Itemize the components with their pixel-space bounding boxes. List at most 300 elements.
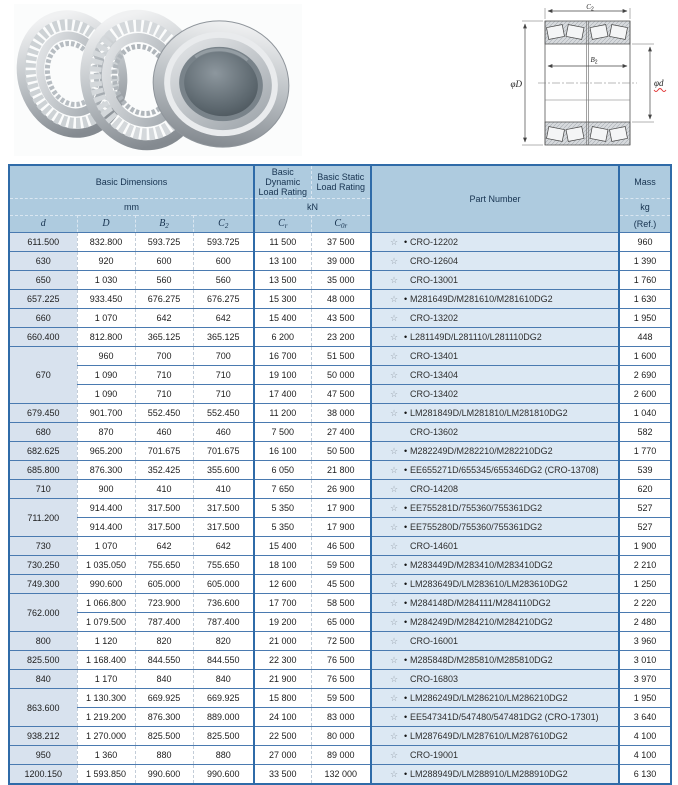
part-number-link[interactable]: CRO-19001	[410, 750, 459, 760]
favorite-star-icon[interactable]: ☆	[390, 712, 399, 722]
col-symbol-D: D	[77, 216, 135, 233]
dynamic-rating-cell: 33 500	[254, 765, 311, 785]
bullet-icon: •	[403, 465, 408, 475]
table-row	[9, 271, 671, 290]
part-number-cell[interactable]	[371, 689, 619, 708]
bullet-icon: •	[403, 237, 408, 247]
bore-diameter-cell: 730.250	[9, 556, 77, 575]
table-row	[9, 404, 671, 423]
dynamic-rating-cell: 15 300	[254, 290, 311, 309]
unit-kn-label: kN	[254, 199, 371, 216]
bullet-icon: •	[403, 560, 408, 570]
mass-cell: 2 220	[619, 594, 671, 613]
favorite-star-icon[interactable]: ☆	[390, 750, 399, 760]
spellcheck-squiggle	[654, 89, 666, 92]
width-b-cell: 876.300	[135, 708, 193, 727]
part-number-cell[interactable]	[371, 461, 619, 480]
part-number-link[interactable]: CRO-14601	[410, 541, 459, 551]
table-row	[9, 442, 671, 461]
mass-cell: 4 100	[619, 746, 671, 765]
favorite-star-icon[interactable]: ☆	[390, 674, 399, 684]
width-c-cell: 460	[193, 423, 254, 442]
mass-cell: 1 770	[619, 442, 671, 461]
part-number-link[interactable]: EE755280D/755360/755361DG2	[410, 522, 543, 532]
width-c-cell: 820	[193, 632, 254, 651]
width-c-cell: 317.500	[193, 518, 254, 537]
favorite-star-icon[interactable]: ☆	[390, 389, 399, 399]
part-number-cell[interactable]	[371, 727, 619, 746]
mass-cell: 2 480	[619, 613, 671, 632]
table-row	[9, 480, 671, 499]
width-b-cell: 755.650	[135, 556, 193, 575]
width-b-cell: 840	[135, 670, 193, 689]
part-number-link[interactable]: M284249D/M284210/M284210DG2	[410, 617, 553, 627]
mass-cell: 3 970	[619, 670, 671, 689]
width-b-cell: 317.500	[135, 499, 193, 518]
mass-cell: 527	[619, 518, 671, 537]
static-rating-cell: 23 200	[311, 328, 371, 347]
favorite-star-icon[interactable]: ☆	[390, 465, 399, 475]
dynamic-rating-cell: 5 350	[254, 499, 311, 518]
part-number-cell[interactable]	[371, 765, 619, 785]
width-b-cell: 605.000	[135, 575, 193, 594]
favorite-star-icon[interactable]: ☆	[390, 579, 399, 589]
part-number-cell[interactable]	[371, 708, 619, 727]
table-row	[9, 366, 671, 385]
part-number-cell[interactable]	[371, 309, 619, 328]
part-number-link[interactable]: M284148D/M284111/M284110DG2	[410, 598, 551, 608]
width-c-cell: 642	[193, 537, 254, 556]
basic-dimensions-header: Basic Dimensions	[9, 165, 254, 199]
part-number-link[interactable]: CRO-13602	[410, 427, 459, 437]
favorite-star-icon[interactable]: ☆	[390, 617, 399, 627]
part-number-link[interactable]: LM283649D/LM283610/LM283610DG2	[410, 579, 568, 589]
part-number-link[interactable]: CRO-13402	[410, 389, 459, 399]
favorite-star-icon[interactable]: ☆	[390, 503, 399, 513]
bore-diameter-cell: 679.450	[9, 404, 77, 423]
bullet-icon: •	[403, 503, 408, 513]
outer-diameter-cell: 1 170	[77, 670, 135, 689]
part-number-cell[interactable]	[371, 613, 619, 632]
dynamic-rating-cell: 19 200	[254, 613, 311, 632]
static-rating-cell: 59 500	[311, 689, 371, 708]
mass-cell: 3 640	[619, 708, 671, 727]
static-rating-cell: 47 500	[311, 385, 371, 404]
dynamic-rating-cell: 7 500	[254, 423, 311, 442]
static-rating-cell: 46 500	[311, 537, 371, 556]
static-rating-cell: 21 800	[311, 461, 371, 480]
table-header	[9, 165, 671, 233]
favorite-star-icon[interactable]: ☆	[390, 655, 399, 665]
table-row	[9, 670, 671, 689]
width-c-cell: 844.550	[193, 651, 254, 670]
width-b-cell: 820	[135, 632, 193, 651]
part-number-cell[interactable]	[371, 670, 619, 689]
width-c-cell: 365.125	[193, 328, 254, 347]
mass-cell: 960	[619, 233, 671, 252]
width-c-cell: 710	[193, 385, 254, 404]
static-rating-cell: 132 000	[311, 765, 371, 785]
part-number-cell[interactable]	[371, 366, 619, 385]
part-number-link[interactable]: CRO-13001	[410, 275, 459, 285]
width-c-cell: 600	[193, 252, 254, 271]
part-number-cell[interactable]	[371, 423, 619, 442]
bearing-photo-illustration	[14, 4, 302, 156]
table-row	[9, 252, 671, 271]
outer-diameter-cell: 1 079.500	[77, 613, 135, 632]
dynamic-rating-cell: 19 100	[254, 366, 311, 385]
part-number-cell[interactable]	[371, 404, 619, 423]
width-c-cell: 355.600	[193, 461, 254, 480]
bore-diameter-cell: 630	[9, 252, 77, 271]
width-c-cell: 889.000	[193, 708, 254, 727]
part-number-link[interactable]: EE547341D/547480/547481DG2 (CRO-17301)	[410, 712, 599, 722]
dynamic-rating-cell: 21 900	[254, 670, 311, 689]
table-row	[9, 423, 671, 442]
part-number-cell[interactable]	[371, 746, 619, 765]
bore-diameter-cell: 670	[9, 347, 77, 404]
part-number-link[interactable]: CRO-14208	[410, 484, 459, 494]
part-number-link[interactable]: CRO-16803	[410, 674, 459, 684]
part-number-cell[interactable]	[371, 518, 619, 537]
outer-diameter-cell: 1 219.200	[77, 708, 135, 727]
outer-diameter-cell: 1 168.400	[77, 651, 135, 670]
part-number-cell[interactable]	[371, 594, 619, 613]
dynamic-rating-cell: 17 700	[254, 594, 311, 613]
outer-diameter-cell: 1 070	[77, 309, 135, 328]
favorite-star-icon[interactable]: ☆	[390, 294, 399, 304]
part-number-cell[interactable]	[371, 385, 619, 404]
part-number-cell[interactable]	[371, 442, 619, 461]
static-rating-cell: 76 500	[311, 651, 371, 670]
part-number-cell[interactable]	[371, 556, 619, 575]
static-rating-cell: 17 900	[311, 518, 371, 537]
part-number-link[interactable]: M283449D/M283410/M283410DG2	[410, 560, 553, 570]
part-number-link[interactable]: EE755281D/755360/755361DG2	[410, 503, 543, 513]
part-number-link[interactable]: M281649D/M281610/M281610DG2	[410, 294, 553, 304]
outer-diameter-cell: 1 270.000	[77, 727, 135, 746]
outer-diameter-cell: 1 120	[77, 632, 135, 651]
bore-diameter-cell: 650	[9, 271, 77, 290]
static-rating-cell: 27 400	[311, 423, 371, 442]
part-number-link[interactable]: M282249D/M282210/M282210DG2	[410, 446, 553, 456]
width-b-cell: 410	[135, 480, 193, 499]
static-rating-cell: 48 000	[311, 290, 371, 309]
outer-diameter-cell: 1 035.050	[77, 556, 135, 575]
outer-diameter-cell: 901.700	[77, 404, 135, 423]
favorite-star-icon[interactable]: ☆	[390, 351, 399, 361]
part-number-link[interactable]: LM281849D/LM281810/LM281810DG2	[410, 408, 568, 418]
favorite-star-icon[interactable]: ☆	[390, 237, 399, 247]
table-row	[9, 518, 671, 537]
favorite-star-icon[interactable]: ☆	[390, 769, 399, 779]
width-b-cell: 825.500	[135, 727, 193, 746]
part-number-cell[interactable]	[371, 233, 619, 252]
favorite-star-icon[interactable]: ☆	[390, 731, 399, 741]
dynamic-rating-cell: 24 100	[254, 708, 311, 727]
outer-diameter-cell: 990.600	[77, 575, 135, 594]
favorite-star-icon[interactable]: ☆	[390, 598, 399, 608]
bore-diameter-cell: 825.500	[9, 651, 77, 670]
bore-diameter-cell: 710	[9, 480, 77, 499]
static-rating-cell: 83 000	[311, 708, 371, 727]
width-c-cell: 560	[193, 271, 254, 290]
mass-ref-label: (Ref.)	[619, 216, 671, 233]
table-row	[9, 537, 671, 556]
width-b-cell: 460	[135, 423, 193, 442]
width-b-cell: 642	[135, 537, 193, 556]
part-number-cell[interactable]	[371, 480, 619, 499]
bore-diameter-cell: 611.500	[9, 233, 77, 252]
bullet-icon: •	[403, 446, 408, 456]
width-c-cell: 701.675	[193, 442, 254, 461]
table-row	[9, 347, 671, 366]
outer-diameter-cell: 1 066.800	[77, 594, 135, 613]
dynamic-rating-cell: 22 300	[254, 651, 311, 670]
width-b-cell: 593.725	[135, 233, 193, 252]
bullet-icon: •	[403, 731, 408, 741]
table-row	[9, 385, 671, 404]
mass-cell: 3 010	[619, 651, 671, 670]
outer-diameter-cell: 1 593.850	[77, 765, 135, 785]
favorite-star-icon[interactable]: ☆	[390, 256, 399, 266]
outer-diameter-cell: 1 070	[77, 537, 135, 556]
width-c-cell: 317.500	[193, 499, 254, 518]
static-load-rating-header: Basic Static Load Rating	[311, 165, 371, 199]
width-c-cell: 605.000	[193, 575, 254, 594]
mass-cell: 539	[619, 461, 671, 480]
table-row	[9, 309, 671, 328]
width-b-cell: 365.125	[135, 328, 193, 347]
width-b-cell: 552.450	[135, 404, 193, 423]
mass-cell: 4 100	[619, 727, 671, 746]
bore-diameter-cell: 1200.150	[9, 765, 77, 785]
bullet-icon: •	[403, 655, 408, 665]
part-number-cell[interactable]	[371, 575, 619, 594]
bore-diameter-cell: 762.000	[9, 594, 77, 632]
mass-cell: 1 250	[619, 575, 671, 594]
page-top-section	[0, 0, 678, 164]
part-number-link[interactable]: CRO-13202	[410, 313, 459, 323]
bullet-icon: •	[403, 332, 408, 342]
part-number-cell[interactable]	[371, 290, 619, 309]
part-number-link[interactable]: CRO-12604	[410, 256, 459, 266]
favorite-star-icon[interactable]: ☆	[390, 484, 399, 494]
table-row	[9, 499, 671, 518]
width-b-cell: 352.425	[135, 461, 193, 480]
width-c-cell: 840	[193, 670, 254, 689]
bore-diameter-cell: 682.625	[9, 442, 77, 461]
outer-diameter-label: φD	[510, 79, 522, 89]
dynamic-rating-cell: 6 200	[254, 328, 311, 347]
bore-diameter-cell: 730	[9, 537, 77, 556]
outer-diameter-cell: 1 030	[77, 271, 135, 290]
part-number-cell[interactable]	[371, 252, 619, 271]
outer-diameter-cell: 870	[77, 423, 135, 442]
bore-diameter-cell: 938.212	[9, 727, 77, 746]
width-b-cell: 990.600	[135, 765, 193, 785]
mass-cell: 2 690	[619, 366, 671, 385]
outer-diameter-cell: 933.450	[77, 290, 135, 309]
table-row	[9, 765, 671, 785]
width-b-cell: 701.675	[135, 442, 193, 461]
part-number-cell[interactable]	[371, 499, 619, 518]
favorite-star-icon[interactable]: ☆	[390, 560, 399, 570]
mass-cell: 1 900	[619, 537, 671, 556]
part-number-link[interactable]: L281149D/L281110/L281110DG2	[410, 332, 542, 342]
static-rating-cell: 39 000	[311, 252, 371, 271]
dynamic-rating-cell: 27 000	[254, 746, 311, 765]
width-b-cell: 723.900	[135, 594, 193, 613]
width-b-cell: 844.550	[135, 651, 193, 670]
dynamic-rating-cell: 16 100	[254, 442, 311, 461]
col-symbol-C0r: $C_{0r}$	[311, 216, 371, 233]
favorite-star-icon[interactable]: ☆	[390, 693, 399, 703]
dynamic-rating-cell: 22 500	[254, 727, 311, 746]
table-row	[9, 689, 671, 708]
part-number-link[interactable]: LM288949D/LM288910/LM288910DG2	[410, 769, 568, 779]
bore-diameter-cell: 680	[9, 423, 77, 442]
col-symbol-Cr: $C_r$	[254, 216, 311, 233]
outer-diameter-cell: 1 090	[77, 366, 135, 385]
bullet-icon: •	[403, 522, 408, 532]
static-rating-cell: 35 000	[311, 271, 371, 290]
unit-mm-label: mm	[9, 199, 254, 216]
dynamic-rating-cell: 7 650	[254, 480, 311, 499]
table-row	[9, 708, 671, 727]
mass-cell: 1 950	[619, 689, 671, 708]
mass-cell: 527	[619, 499, 671, 518]
static-rating-cell: 51 500	[311, 347, 371, 366]
width-c-cell: 787.400	[193, 613, 254, 632]
bore-diameter-cell: 800	[9, 632, 77, 651]
dynamic-rating-cell: 15 800	[254, 689, 311, 708]
static-rating-cell: 59 500	[311, 556, 371, 575]
favorite-star-icon[interactable]: ☆	[390, 636, 399, 646]
favorite-star-icon[interactable]: ☆	[390, 275, 399, 285]
mass-cell: 6 130	[619, 765, 671, 785]
mass-cell: 1 600	[619, 347, 671, 366]
dynamic-rating-cell: 12 600	[254, 575, 311, 594]
favorite-star-icon[interactable]: ☆	[390, 446, 399, 456]
width-b-cell: 787.400	[135, 613, 193, 632]
part-number-link[interactable]: CRO-16001	[410, 636, 459, 646]
mass-cell: 2 210	[619, 556, 671, 575]
favorite-star-icon[interactable]: ☆	[390, 408, 399, 418]
bullet-icon: •	[403, 408, 408, 418]
part-number-cell[interactable]	[371, 271, 619, 290]
favorite-star-icon[interactable]: ☆	[390, 522, 399, 532]
width-b-cell: 700	[135, 347, 193, 366]
bullet-icon: •	[403, 769, 408, 779]
static-rating-cell: 37 500	[311, 233, 371, 252]
bore-diameter-cell: 749.300	[9, 575, 77, 594]
part-number-cell[interactable]	[371, 537, 619, 556]
bore-diameter-cell: 657.225	[9, 290, 77, 309]
bore-diameter-cell: 660	[9, 309, 77, 328]
table-row	[9, 233, 671, 252]
mass-cell: 448	[619, 328, 671, 347]
mass-cell: 1 950	[619, 309, 671, 328]
width-c-cell: 410	[193, 480, 254, 499]
table-row	[9, 746, 671, 765]
dynamic-rating-cell: 6 050	[254, 461, 311, 480]
table-row	[9, 651, 671, 670]
width-c-cell: 990.600	[193, 765, 254, 785]
part-number-cell[interactable]	[371, 632, 619, 651]
dynamic-rating-cell: 15 400	[254, 537, 311, 556]
dynamic-rating-cell: 18 100	[254, 556, 311, 575]
part-number-cell[interactable]	[371, 651, 619, 670]
part-number-cell[interactable]	[371, 347, 619, 366]
table-row	[9, 556, 671, 575]
outer-diameter-cell: 1 090	[77, 385, 135, 404]
width-b-cell: 710	[135, 366, 193, 385]
dynamic-load-rating-header: Basic Dynamic Load Rating	[254, 165, 311, 199]
outer-diameter-cell: 965.200	[77, 442, 135, 461]
width-c-cell: 710	[193, 366, 254, 385]
part-number-link[interactable]: CRO-12202	[410, 237, 459, 247]
part-number-link[interactable]: M285848D/M285810/M285810DG2	[410, 655, 553, 665]
favorite-star-icon[interactable]: ☆	[390, 370, 399, 380]
width-c-cell: 700	[193, 347, 254, 366]
mass-cell: 3 960	[619, 632, 671, 651]
table-row	[9, 727, 671, 746]
favorite-star-icon[interactable]: ☆	[390, 541, 399, 551]
static-rating-cell: 26 900	[311, 480, 371, 499]
width-b-cell: 560	[135, 271, 193, 290]
col-symbol-C2: $C_2$	[193, 216, 254, 233]
dynamic-rating-cell: 11 500	[254, 233, 311, 252]
width-b-cell: 880	[135, 746, 193, 765]
dynamic-rating-cell: 13 500	[254, 271, 311, 290]
col-symbol-B2: $B_2$	[135, 216, 193, 233]
bullet-icon: •	[403, 598, 408, 608]
width-c-cell: 642	[193, 309, 254, 328]
bullet-icon: •	[403, 617, 408, 627]
mass-cell: 1 390	[619, 252, 671, 271]
outer-diameter-cell: 812.800	[77, 328, 135, 347]
part-number-link[interactable]: CRO-13404	[410, 370, 459, 380]
static-rating-cell: 17 900	[311, 499, 371, 518]
part-number-link[interactable]: EE655271D/655345/655346DG2 (CRO-13708)	[410, 465, 599, 475]
dimension-drawing	[492, 0, 672, 162]
outer-diameter-cell: 914.400	[77, 499, 135, 518]
table-row	[9, 575, 671, 594]
part-number-cell[interactable]	[371, 328, 619, 347]
dynamic-rating-cell: 5 350	[254, 518, 311, 537]
part-number-link[interactable]: LM286249D/LM286210/LM286210DG2	[410, 693, 568, 703]
outer-diameter-cell: 1 360	[77, 746, 135, 765]
mass-unit-label: kg	[619, 199, 671, 216]
table-row	[9, 594, 671, 613]
part-number-link[interactable]: CRO-13401	[410, 351, 459, 361]
bearing-product-photo	[14, 4, 302, 156]
bore-diameter-cell: 863.600	[9, 689, 77, 727]
favorite-star-icon[interactable]: ☆	[390, 332, 399, 342]
static-rating-cell: 50 500	[311, 442, 371, 461]
dynamic-rating-cell: 17 400	[254, 385, 311, 404]
bore-diameter-cell: 840	[9, 670, 77, 689]
width-c-cell: 552.450	[193, 404, 254, 423]
static-rating-cell: 80 000	[311, 727, 371, 746]
width-c-cell: 676.275	[193, 290, 254, 309]
width-b-cell: 710	[135, 385, 193, 404]
part-number-link[interactable]: LM287649D/LM287610/LM287610DG2	[410, 731, 568, 741]
bore-diameter-label: φd	[654, 78, 664, 88]
outer-diameter-cell: 914.400	[77, 518, 135, 537]
favorite-star-icon[interactable]: ☆	[390, 313, 399, 323]
